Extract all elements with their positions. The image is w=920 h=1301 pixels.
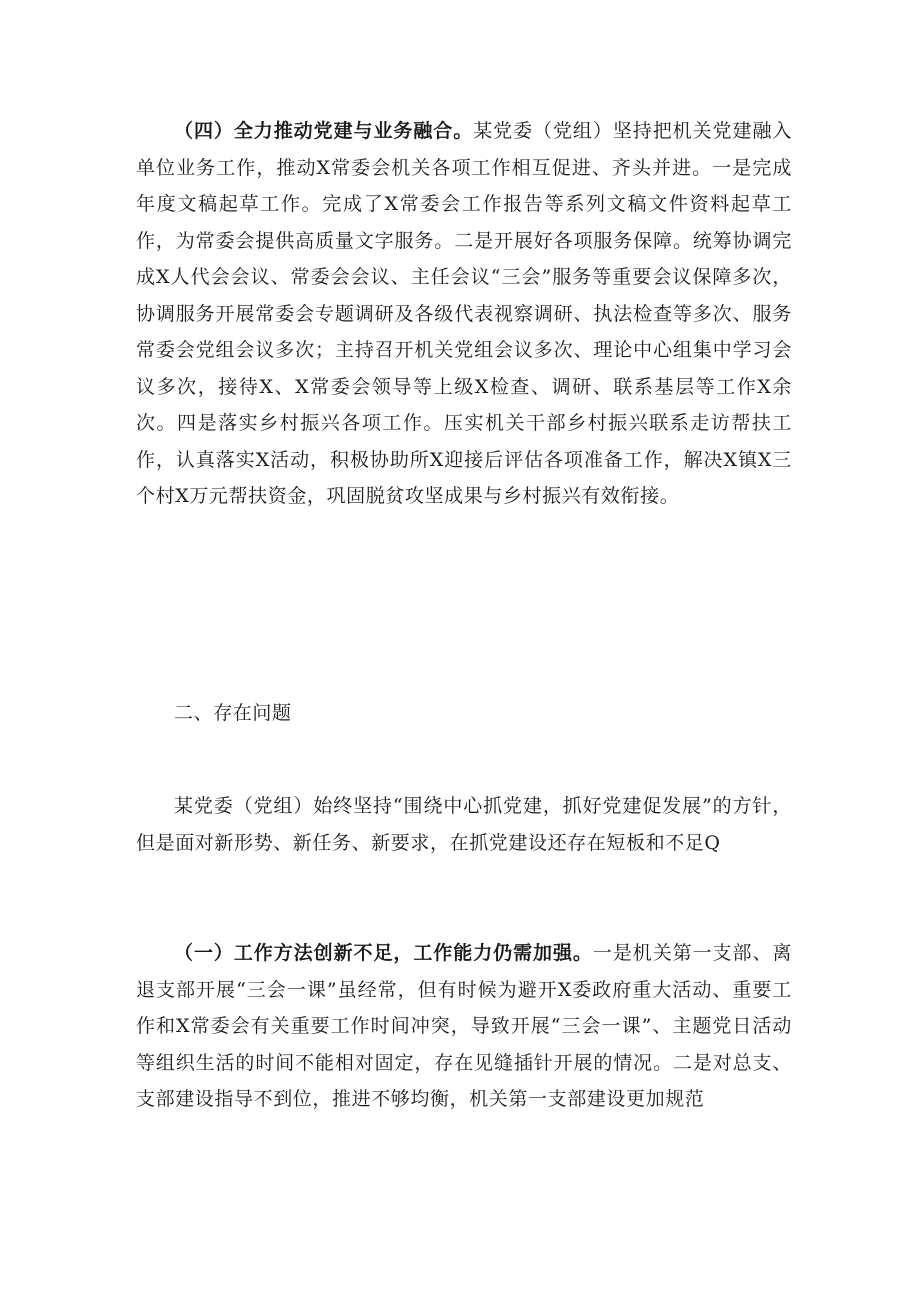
section-4-lead: （四）全力推动党建与业务融合。	[174, 120, 474, 142]
problem-1-body: 一是机关第一支部、离退支部开展“三会一课”虽经常，但有时候为避开X委政府重大活动、重要工作和X常委会有关重要工作时间冲突，导致开展“三会一课”、主题党日活动等组织生活的时间不能相对固定，存在见缝插针开展的情况。二是对总支、支部建设指导不到位，推进不够均衡，机关第一支部建设更加规范	[136, 942, 792, 1110]
intro-paragraph: 某党委（党组）始终坚持“围绕中心抓党建，抓好党建促发展”的方针，但是面对新形势、新任务、新要求，在抓党建设还存在短板和不足Q	[136, 795, 792, 854]
section-4-body: 某党委（党组）坚持把机关党建融入单位业务工作，推动X常委会机关各项工作相互促进、齐头并进。一是完成年度文稿起草工作。完成了X常委会工作报告等系列文稿文件资料起草工作，为常委会提供高质量文字服务。二是开展好各项服务保障。统筹协调完成X人代会会议、常委会会议、主任会议“三会”服务等重要会议保障多次，协调服务开展常委会专题调研及各级代表视察调研、执法检查等多次、服务常委会党组会议多次；主持召开机关党组会议多次、理论中心组集中学习会议多次，接待X、X常委会领导等上级X检查、调研、联系基层等工作X余次。四是落实乡村振兴各项工作。压实机关干部乡村振兴联系走访帮扶工作，认真落实X活动，积极协助所X迎接后评估各项准备工作，解决X镇X三个村X万元帮扶资金，巩固脱贫攻坚成果与乡村振兴有效衔接。	[136, 120, 792, 507]
paragraph-problem-1	[136, 935, 792, 1118]
section-heading: 二、存在问题	[174, 702, 292, 724]
paragraph-section-4	[136, 113, 792, 515]
problem-1-lead: （一）工作方法创新不足，工作能力仍需加强。	[174, 942, 593, 964]
